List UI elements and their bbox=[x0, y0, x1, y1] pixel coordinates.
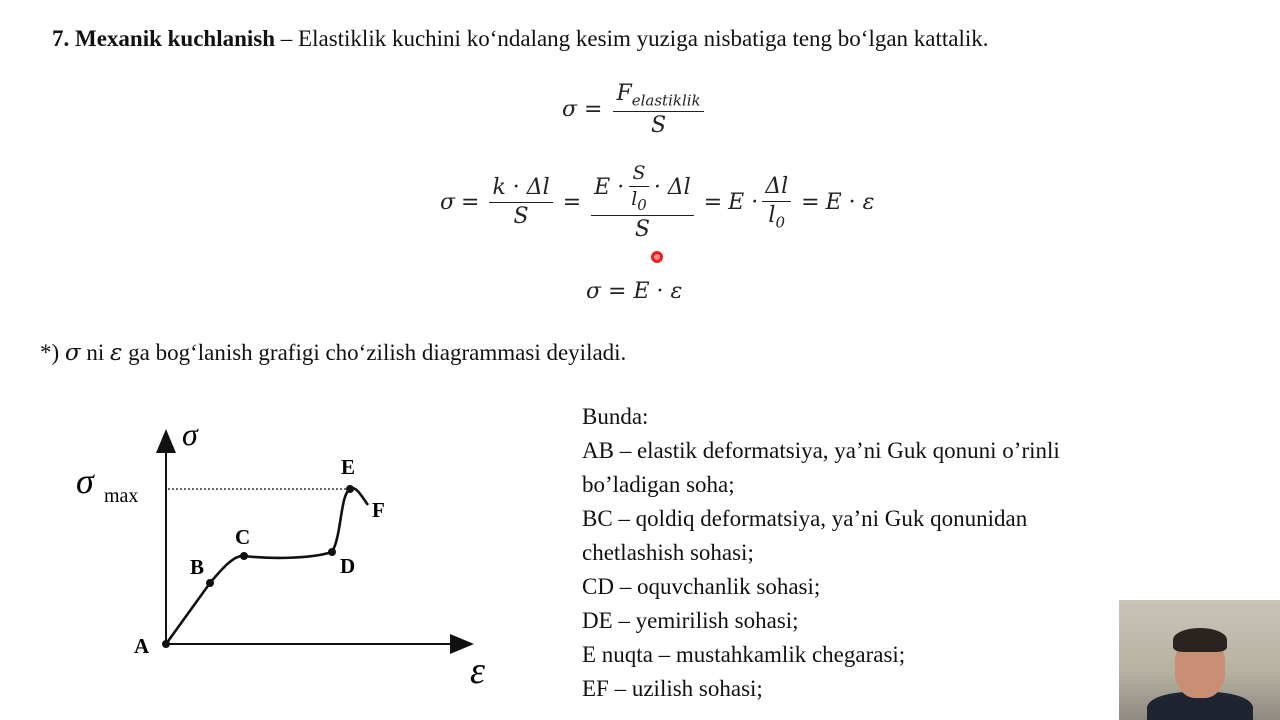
point-a-marker bbox=[162, 640, 170, 648]
formula-hooke: σ = E · ε bbox=[586, 279, 683, 304]
epsilon-symbol: ε bbox=[110, 340, 123, 366]
fraction-s-l0 bbox=[628, 163, 650, 213]
formula-derivation bbox=[440, 163, 874, 242]
fraction-numerator: S bbox=[629, 163, 648, 187]
note-text: ni bbox=[80, 340, 111, 365]
fraction-denominator: S bbox=[634, 217, 650, 243]
fraction-numerator: k · Δl bbox=[489, 176, 552, 203]
sigma-max-label: σ bbox=[76, 461, 94, 501]
fraction-denominator: S bbox=[513, 204, 529, 230]
area-symbol: S bbox=[651, 112, 667, 138]
point-e-marker bbox=[346, 485, 354, 493]
point-c-label: C bbox=[235, 525, 251, 549]
region-legend bbox=[582, 400, 1142, 706]
point-b-marker bbox=[206, 579, 214, 587]
note-text: ga bog‘lanish grafigi cho‘zilish diagrammasi deyiladi. bbox=[122, 340, 627, 365]
equals-sign: = bbox=[801, 190, 820, 216]
force-symbol: F bbox=[616, 81, 632, 106]
equals-sign: = bbox=[562, 190, 582, 216]
length-symbol: l bbox=[768, 202, 776, 228]
webcam-overlay bbox=[1119, 600, 1280, 720]
fraction-strain bbox=[762, 175, 791, 231]
length-subscript: 0 bbox=[775, 213, 785, 232]
presenter-hair bbox=[1173, 628, 1227, 652]
legend-line: AB – elastik deformatsiya, ya’ni Guk qonuni o’rinli bbox=[582, 438, 1060, 463]
point-b-label: B bbox=[190, 555, 205, 579]
sigma-symbol: σ bbox=[64, 340, 81, 366]
force-subscript: elastiklik bbox=[631, 91, 701, 110]
sigma-max-subscript: max bbox=[104, 485, 139, 507]
fraction-compound bbox=[591, 163, 694, 242]
delta-l-term: · Δl bbox=[653, 175, 691, 200]
definition-heading bbox=[52, 26, 989, 52]
item-number: 7. bbox=[52, 26, 70, 51]
legend-line: BC – qoldiq deformatsiya, ya’ni Guk qonunidan bbox=[582, 506, 1028, 531]
hooke-result: E · ε bbox=[825, 190, 875, 216]
point-a-label: A bbox=[134, 634, 150, 658]
legend-line: chetlashish sohasi; bbox=[582, 540, 754, 565]
point-c-marker bbox=[240, 552, 248, 560]
fraction-force-area bbox=[613, 82, 703, 138]
diagram-note bbox=[40, 340, 626, 366]
length-subscript: 0 bbox=[637, 195, 647, 214]
legend-line: EF – uzilish sohasi; bbox=[582, 676, 763, 701]
legend-line: bo’ladigan soha; bbox=[582, 472, 735, 497]
equals-sign: = bbox=[703, 190, 723, 216]
point-e-label: E bbox=[341, 455, 356, 479]
fraction-k-dl bbox=[489, 176, 552, 229]
modulus-term: E · bbox=[594, 175, 625, 200]
point-f-label: F bbox=[372, 498, 385, 522]
sigma-symbol: σ bbox=[562, 97, 578, 123]
fraction-numerator: Δl bbox=[762, 175, 791, 202]
equals-sign: = bbox=[584, 97, 603, 123]
legend-line: CD – oquvchanlik sohasi; bbox=[582, 574, 821, 599]
x-axis-label: ε bbox=[470, 650, 485, 692]
pointer-cursor bbox=[651, 251, 663, 263]
equals-sign: = bbox=[461, 190, 480, 216]
sigma-symbol: σ bbox=[440, 190, 456, 216]
formula-stress bbox=[562, 82, 708, 138]
modulus-term: E · bbox=[728, 190, 759, 216]
point-d-label: D bbox=[340, 554, 356, 578]
term-title: Mexanik kuchlanish bbox=[75, 26, 276, 51]
point-d-marker bbox=[328, 548, 336, 556]
legend-intro: Bunda: bbox=[582, 404, 649, 429]
definition-text: – Elastiklik kuchini ko‘ndalang kesim yuziga nisbatiga teng bo‘lgan kattalik. bbox=[275, 26, 989, 51]
note-prefix: *) bbox=[40, 340, 65, 365]
legend-line: DE – yemirilish sohasi; bbox=[582, 608, 799, 633]
length-symbol: l bbox=[631, 187, 638, 210]
legend-line: E nuqta – mustahkamlik chegarasi; bbox=[582, 642, 906, 667]
stress-strain-diagram bbox=[60, 405, 520, 705]
y-axis-label: σ bbox=[182, 416, 198, 452]
